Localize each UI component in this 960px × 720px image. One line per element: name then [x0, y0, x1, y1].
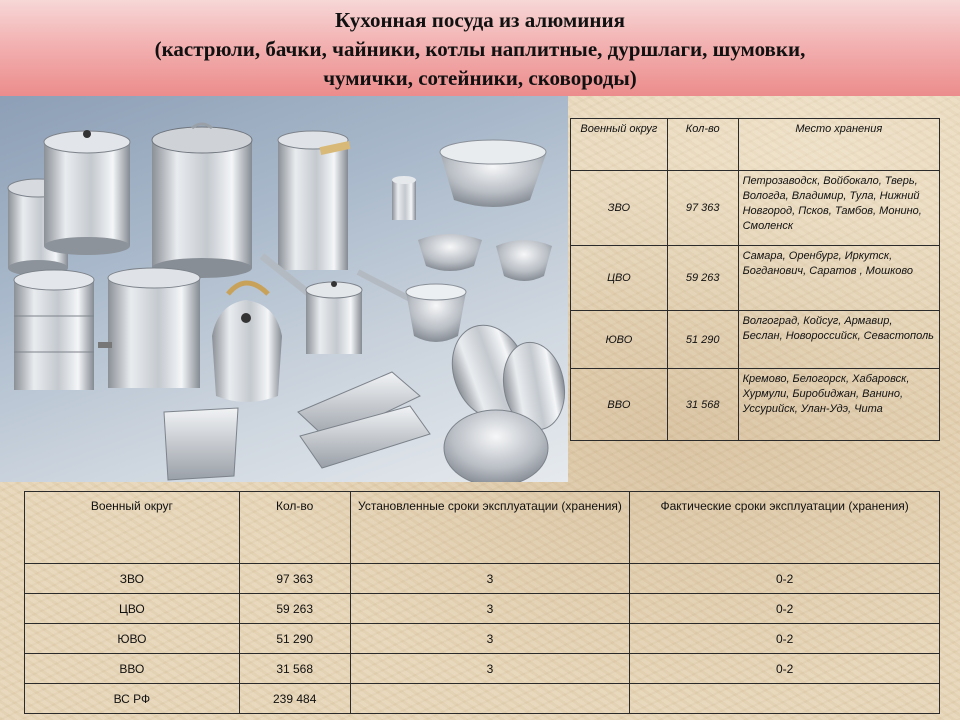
actual-term-cell: 0-2 [630, 654, 940, 684]
table-row [571, 369, 940, 441]
table-row [571, 311, 940, 369]
tall-tank [278, 131, 351, 270]
header-actual-term: Фактические сроки эксплуатации (хранения) [630, 492, 940, 564]
district-cell: ЗВО [25, 564, 240, 594]
mug [392, 176, 416, 220]
district-cell: ЮВО [25, 624, 240, 654]
square-pan [164, 408, 238, 480]
places-cell: Самара, Оренбург, Иркутск, Богданович, Саратов , Мошково [738, 246, 939, 311]
cookware-photo [0, 96, 568, 482]
header-district: Военный округ [25, 492, 240, 564]
district-cell: ВС РФ [25, 684, 240, 714]
qty-cell: 59 263 [239, 594, 350, 624]
qty-cell: 51 290 [239, 624, 350, 654]
set-term-cell: 3 [350, 624, 630, 654]
header-qty: Кол-во [667, 119, 738, 171]
qty-cell: 97 363 [239, 564, 350, 594]
district-cell: ЦВО [571, 246, 668, 311]
places-cell: Волгоград, Койсуг, Армавир, Беслан, Новороссийск, Севастополь [738, 311, 939, 369]
qty-cell: 59 263 [667, 246, 738, 311]
district-cell: ЗВО [571, 171, 668, 246]
district-cell: ВВО [25, 654, 240, 684]
stock-pot [152, 124, 252, 278]
actual-term-cell [630, 684, 940, 714]
places-cell: Кремово, Белогорск, Хабаровск, Хурмули, Биробиджан, Ванино, Уссурийск, Улан-Удэ, Чита [738, 369, 939, 441]
slide-title [0, 6, 960, 93]
district-cell: ЦВО [25, 594, 240, 624]
colander [358, 272, 466, 342]
tanks-with-taps [98, 268, 200, 388]
table-row [571, 246, 940, 311]
qty-cell: 31 568 [239, 654, 350, 684]
header-qty: Кол-во [239, 492, 350, 564]
terms-table-header [25, 492, 940, 564]
table-row [25, 594, 940, 624]
title-line-1: Кухонная посуда из алюминия [335, 8, 625, 32]
header-set-term: Установленные сроки эксплуатации (хранения) [350, 492, 630, 564]
kettle [212, 283, 282, 402]
header-district: Военный округ [571, 119, 668, 171]
set-term-cell: 3 [350, 654, 630, 684]
table-row-total [25, 684, 940, 714]
qty-cell: 31 568 [667, 369, 738, 441]
big-colander [444, 410, 548, 482]
qty-cell: 97 363 [667, 171, 738, 246]
district-cell: ЮВО [571, 311, 668, 369]
small-bowls [418, 234, 552, 281]
set-term-cell: 3 [350, 564, 630, 594]
title-line-3: чумички, сотейники, сковороды) [323, 66, 637, 90]
pot-with-lid [44, 130, 130, 255]
places-cell: Петрозаводск, Войбокало, Тверь, Вологда, Владимир, Тула, Нижний Новгород, Псков, Тамбов, Монино, Смоленск [738, 171, 939, 246]
set-term-cell [350, 684, 630, 714]
terms-table [24, 491, 940, 714]
set-term-cell: 3 [350, 594, 630, 624]
actual-term-cell: 0-2 [630, 594, 940, 624]
actual-term-cell: 0-2 [630, 564, 940, 594]
district-cell: ВВО [571, 369, 668, 441]
header-storage-place: Место хранения [738, 119, 939, 171]
basin [440, 140, 546, 207]
title-line-2: (кастрюли, бачки, чайники, котлы наплитные, дуршлаги, шумовки, [154, 37, 806, 61]
baking-trays [298, 372, 430, 468]
qty-cell: 51 290 [667, 311, 738, 369]
storage-table-header [571, 119, 940, 171]
steamer-stack [14, 270, 94, 390]
table-row [25, 654, 940, 684]
storage-table [570, 118, 940, 441]
actual-term-cell: 0-2 [630, 624, 940, 654]
table-row [25, 624, 940, 654]
table-row [571, 171, 940, 246]
table-row [25, 564, 940, 594]
qty-cell: 239 484 [239, 684, 350, 714]
